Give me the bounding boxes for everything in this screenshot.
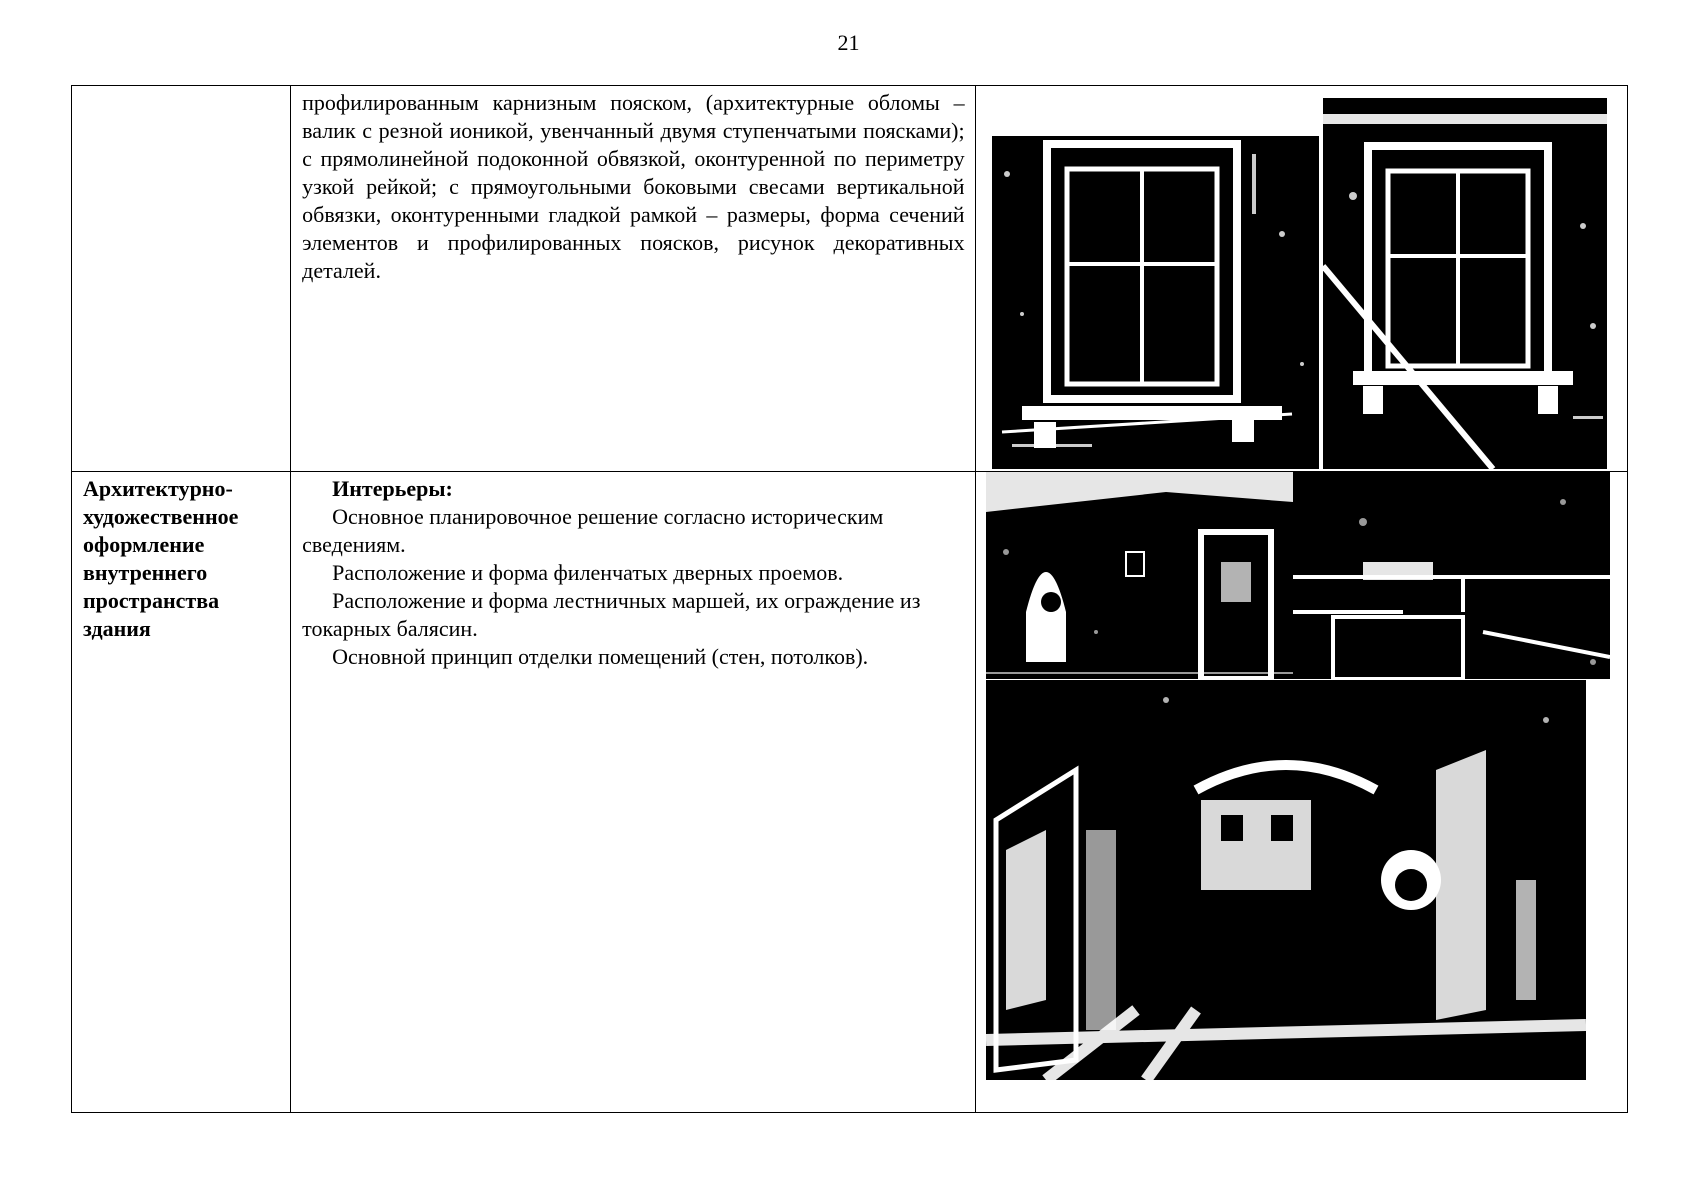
paragraph: Основной принцип отделки помещений (стен, потолков). (332, 644, 869, 669)
category-text: Архитектурно-художественное оформление внутреннего пространства здания (83, 476, 239, 641)
monument-subject-table (71, 85, 1628, 1113)
category-cell (72, 472, 291, 1113)
category-text (72, 86, 290, 89)
window-photo-2 (1323, 86, 1607, 469)
table-row (72, 472, 1628, 1113)
page-number: 21 (837, 30, 860, 55)
paragraph: Расположение и форма лестничных маршей, их ограждение из токарных балясин. (302, 588, 921, 641)
paragraph: Расположение и форма филенчатых дверных проемов. (332, 560, 844, 585)
paragraph: Основное планировочное решение согласно историческим сведениям. (302, 504, 884, 557)
window-photo-1 (992, 114, 1319, 469)
category-cell (72, 86, 291, 472)
photo-cell (975, 86, 1627, 472)
description-cell (291, 86, 975, 472)
interior-photo-2 (1293, 472, 1610, 679)
interior-photo-1 (986, 472, 1293, 679)
description-cell (291, 472, 975, 1113)
photo-cell (975, 472, 1627, 1113)
description-text: профилированным карнизным пояском, (архитектурные обломы – валик с резной ионикой, увенчанный двумя ступенчатыми поясками); с прямолинейной подоконной обвязкой, оконтуренной по периметру узкой рейкой; с прямоугольными боковыми свесами вертикальной обвязки, оконтуренными гладкой рамкой – размеры, форма сечений элементов и профилированных поясков, рисунок декоративных деталей. (302, 90, 965, 283)
section-heading: Интерьеры: (332, 476, 453, 501)
table-row (72, 86, 1628, 472)
interior-photo-3 (986, 680, 1586, 1080)
